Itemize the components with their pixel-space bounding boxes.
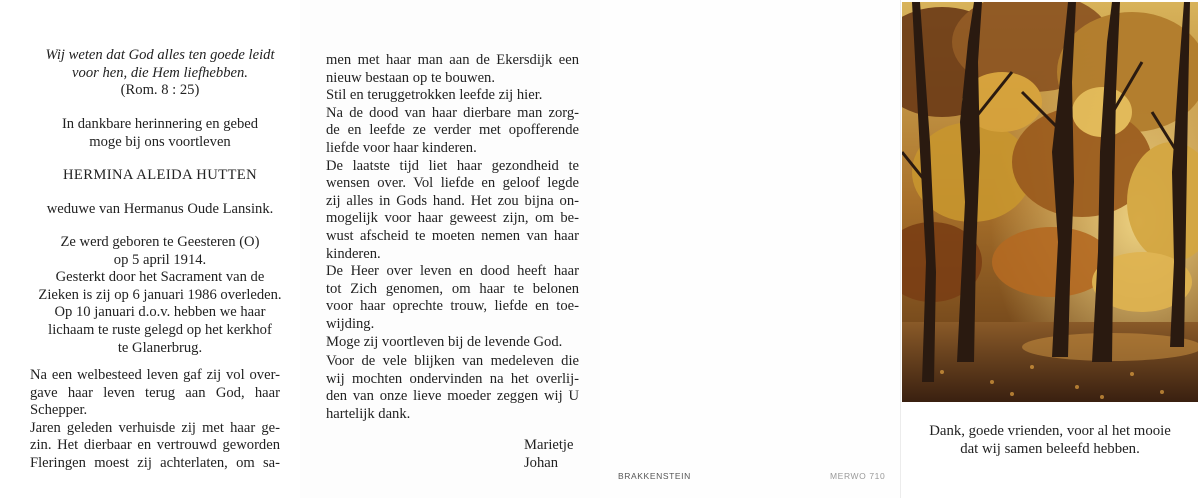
thanks-line: Voor de vele blijken van medeleven die (326, 353, 579, 369)
bible-verse (30, 47, 290, 100)
story-line: Schepper. (30, 402, 88, 419)
story-line: kinderen. (326, 245, 381, 262)
widow-of-text: weduwe van Hermanus Oude Lansink. (46, 201, 274, 217)
thanks-message (326, 353, 579, 423)
card-page-1 (0, 0, 300, 498)
story-line: De Heer over leven en dood heeft haar (326, 263, 579, 280)
signers (524, 437, 573, 472)
story-line: nieuw bestaan op te bouwen. (326, 69, 495, 86)
story-line: Fleringen moest zij achterlaten, om sa- (30, 454, 280, 471)
forest-illustration (902, 2, 1198, 402)
autumn-forest-photo (902, 2, 1198, 402)
biography-line: te Glanerbrug. (117, 339, 203, 356)
story-line: zij alles in Gods hand. Het zou bijna on- (326, 192, 579, 209)
life-story-left (30, 367, 280, 473)
dedication-line-1: In dankbare herinnering en gebed (61, 116, 259, 132)
life-story-right (326, 52, 579, 351)
biography-line: Op 10 januari d.o.v. hebben we haar (54, 304, 266, 321)
thanks-line: den van onze lieve moeder zeggen wij U (326, 388, 579, 405)
story-line: wensen over. Vol liefde en geloof legde (326, 175, 579, 192)
story-line: De laatste tijd liet haar gezondheid te (326, 157, 579, 174)
story-line: liefde voor haar kinderen. (326, 139, 477, 156)
story-line: Na een welbesteed leven gaf zij vol over- (30, 367, 280, 383)
signer-name: Johan (524, 454, 559, 471)
deceased-name (30, 167, 290, 185)
biography-line: Zieken is zij op 6 januari 1986 overleden. (38, 286, 282, 303)
story-line: wijding. (326, 315, 375, 332)
thanks-line: wij mochten ondervinden na het overlij- (326, 370, 579, 387)
biography-line: op 5 april 1914. (113, 251, 207, 268)
story-line: de en leefde ze verder met opofferende (326, 122, 579, 139)
widow-of (30, 201, 290, 219)
story-line: men met haar man aan de Ekersdijk een (326, 52, 579, 68)
story-line: tot Zich genomen, om haar te belonen (326, 280, 579, 297)
story-line: zin. Het dierbaar en vertrouwd geworden (30, 437, 280, 454)
card-code: MERWO 710 (830, 471, 886, 481)
deceased-name-text: HERMINA ALEIDA HUTTEN (62, 167, 258, 183)
verse-line-1: Wij weten dat God alles ten goede leidt (45, 47, 275, 63)
biography-line: lichaam te ruste gelegd op het kerkhof (48, 321, 272, 338)
card-page-3 (600, 0, 900, 498)
verse-reference: (Rom. 8 : 25) (120, 82, 200, 99)
closing-line-2: dat wij samen beleefd hebben. (960, 440, 1140, 457)
biography-line: Ze werd geboren te Geesteren (O) (60, 234, 260, 250)
story-line: Jaren geleden verhuisde zij met haar ge- (30, 419, 280, 436)
biography (30, 234, 290, 357)
story-line: wust afscheid te moeten nemen van haar (326, 227, 579, 244)
publisher-mark: BRAKKENSTEIN (618, 471, 691, 481)
thanks-line: hartelijk dank. (326, 405, 411, 422)
story-line: voor haar oprechte trouw, liefde en toe- (326, 298, 579, 315)
story-line: Na de dood van haar dierbare man zorg- (326, 104, 579, 121)
dedication (30, 116, 290, 151)
story-line: Stil en teruggetrokken leefde zij hier. (326, 87, 543, 104)
story-line: Moge zij voortleven bij de levende God. (326, 333, 563, 350)
story-line: gave haar leven terug aan God, haar (30, 384, 280, 401)
signer-name: Marietje (524, 437, 574, 453)
dedication-line-2: moge bij ons voortleven (89, 133, 231, 150)
verse-line-2: voor hen, die Hem liefhebben. (72, 64, 248, 81)
closing-message (900, 423, 1200, 459)
biography-line: Gesterkt door het Sacrament van de (55, 269, 265, 286)
story-line: mogelijk voor haar geweest zijn, om be- (326, 210, 579, 227)
closing-line-1: Dank, goede vrienden, voor al het mooie (929, 423, 1171, 439)
